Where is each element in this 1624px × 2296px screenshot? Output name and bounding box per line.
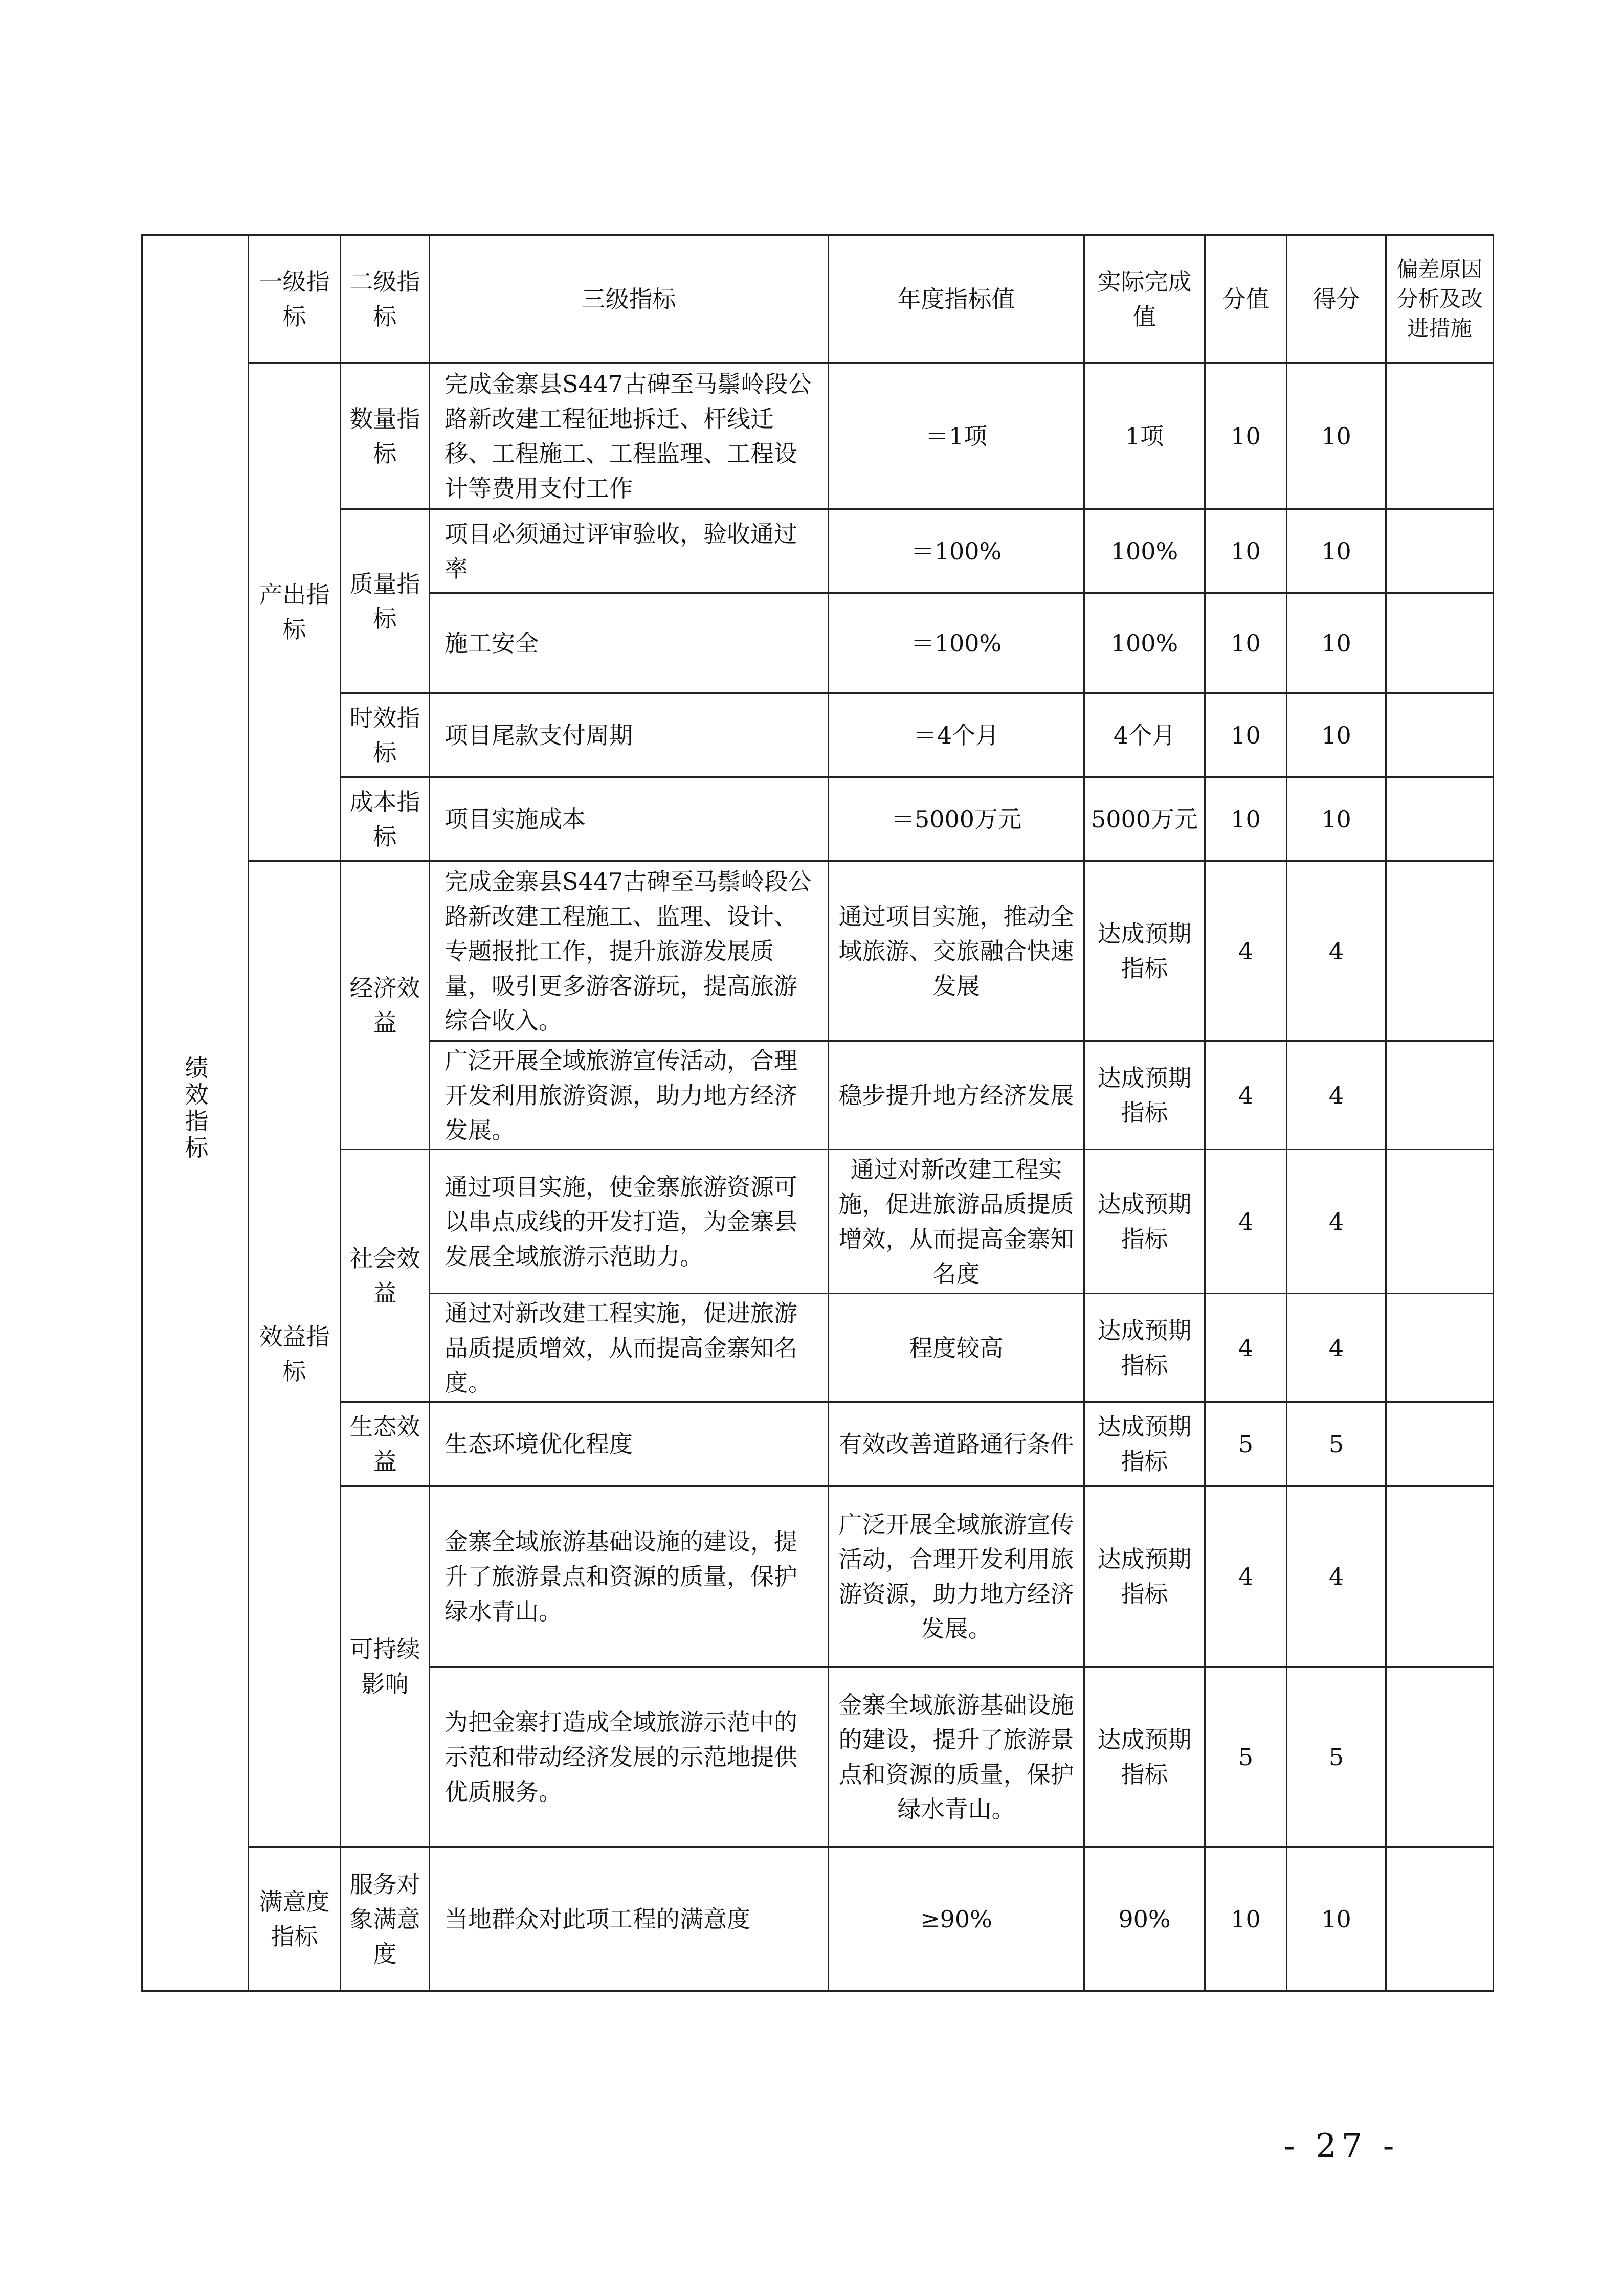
group-output: 产出指标: [249, 363, 341, 861]
weight-cell: 10: [1205, 777, 1287, 861]
table-row: [142, 861, 1494, 1041]
table-header-row: [142, 235, 1494, 363]
header-target: 年度指标值: [829, 235, 1084, 363]
performance-indicator-table: [141, 234, 1494, 1992]
deviation-cell: [1386, 1294, 1494, 1402]
indicator-cell: 完成金寨县S447古碑至马鬃岭段公路新改建工程施工、监理、设计、专题报批工作，提升旅游发展质量，吸引更多游客游玩，提高旅游综合收入。: [430, 861, 829, 1041]
actual-cell: 4个月: [1084, 693, 1205, 777]
score-cell: 5: [1287, 1402, 1386, 1486]
deviation-cell: [1386, 1150, 1494, 1294]
subgroup-ecological: 生态效益: [341, 1402, 430, 1486]
table-row: [142, 1847, 1494, 1991]
deviation-cell: [1386, 777, 1494, 861]
target-cell: ≥90%: [829, 1847, 1084, 1991]
weight-cell: 10: [1205, 1847, 1287, 1991]
actual-cell: 5000万元: [1084, 777, 1205, 861]
weight-cell: 10: [1205, 363, 1287, 509]
header-level1: 一级指标: [249, 235, 341, 363]
indicator-cell: 项目尾款支付周期: [430, 693, 829, 777]
header-score: 得分: [1287, 235, 1386, 363]
header-actual: 实际完成值: [1084, 235, 1205, 363]
target-cell: 通过项目实施，推动全域旅游、交旅融合快速发展: [829, 861, 1084, 1041]
indicator-cell: 为把金寨打造成全域旅游示范中的示范和带动经济发展的示范地提供优质服务。: [430, 1667, 829, 1847]
header-level2: 二级指标: [341, 235, 430, 363]
deviation-cell: [1386, 363, 1494, 509]
deviation-cell: [1386, 1667, 1494, 1847]
actual-cell: 达成预期指标: [1084, 1294, 1205, 1402]
score-cell: 10: [1287, 509, 1386, 593]
actual-cell: 1项: [1084, 363, 1205, 509]
indicator-cell: 项目实施成本: [430, 777, 829, 861]
target-cell: ＝4个月: [829, 693, 1084, 777]
actual-cell: 100%: [1084, 593, 1205, 693]
header-weight: 分值: [1205, 235, 1287, 363]
indicator-cell: 生态环境优化程度: [430, 1402, 829, 1486]
weight-cell: 4: [1205, 1294, 1287, 1402]
weight-cell: 5: [1205, 1402, 1287, 1486]
score-cell: 4: [1287, 1486, 1386, 1667]
deviation-cell: [1386, 693, 1494, 777]
table-row: [142, 509, 1494, 593]
header-deviation: 偏差原因分析及改进措施: [1386, 235, 1494, 363]
weight-cell: 4: [1205, 1486, 1287, 1667]
group-satisfaction: 满意度指标: [249, 1847, 341, 1991]
indicator-cell: 施工安全: [430, 593, 829, 693]
deviation-cell: [1386, 1041, 1494, 1150]
subgroup-service: 服务对象满意度: [341, 1847, 430, 1991]
deviation-cell: [1386, 593, 1494, 693]
weight-cell: 10: [1205, 693, 1287, 777]
subgroup-quality: 质量指标: [341, 509, 430, 693]
indicator-cell: 当地群众对此项工程的满意度: [430, 1847, 829, 1991]
indicator-cell: 项目必须通过评审验收，验收通过率: [430, 509, 829, 593]
deviation-cell: [1386, 1402, 1494, 1486]
score-cell: 4: [1287, 1294, 1386, 1402]
weight-cell: 10: [1205, 593, 1287, 693]
table-row: [142, 1150, 1494, 1294]
deviation-cell: [1386, 1486, 1494, 1667]
actual-cell: 达成预期指标: [1084, 861, 1205, 1041]
actual-cell: 达成预期指标: [1084, 1150, 1205, 1294]
score-cell: 10: [1287, 363, 1386, 509]
score-cell: 10: [1287, 593, 1386, 693]
actual-cell: 90%: [1084, 1847, 1205, 1991]
table-row: [142, 1402, 1494, 1486]
header-level3: 三级指标: [430, 235, 829, 363]
indicator-cell: 通过对新改建工程实施，促进旅游品质提质增效，从而提高金寨知名度。: [430, 1294, 829, 1402]
subgroup-sustainable: 可持续影响: [341, 1486, 430, 1847]
subgroup-quantity: 数量指标: [341, 363, 430, 509]
group-benefit: 效益指标: [249, 861, 341, 1847]
target-cell: 通过对新改建工程实施，促进旅游品质提质增效，从而提高金寨知名度: [829, 1150, 1084, 1294]
actual-cell: 100%: [1084, 509, 1205, 593]
indicator-cell: 金寨全域旅游基础设施的建设，提升了旅游景点和资源的质量，保护绿水青山。: [430, 1486, 829, 1667]
subgroup-social: 社会效益: [341, 1150, 430, 1402]
indicator-cell: 广泛开展全域旅游宣传活动，合理开发利用旅游资源，助力地方经济发展。: [430, 1041, 829, 1150]
table-row: [142, 363, 1494, 509]
table-row: [142, 693, 1494, 777]
subgroup-economic: 经济效益: [341, 861, 430, 1150]
score-cell: 4: [1287, 1041, 1386, 1150]
score-cell: 4: [1287, 1150, 1386, 1294]
subgroup-timeliness: 时效指标: [341, 693, 430, 777]
weight-cell: 10: [1205, 509, 1287, 593]
outer-label-cell: [142, 235, 249, 1991]
outer-label: 绩效指标: [181, 1055, 209, 1162]
subgroup-cost: 成本指标: [341, 777, 430, 861]
weight-cell: 5: [1205, 1667, 1287, 1847]
score-cell: 10: [1287, 777, 1386, 861]
target-cell: 程度较高: [829, 1294, 1084, 1402]
target-cell: ＝100%: [829, 593, 1084, 693]
page-number: - 27 -: [1284, 2127, 1399, 2165]
actual-cell: 达成预期指标: [1084, 1667, 1205, 1847]
score-cell: 10: [1287, 693, 1386, 777]
target-cell: 金寨全域旅游基础设施的建设，提升了旅游景点和资源的质量，保护绿水青山。: [829, 1667, 1084, 1847]
deviation-cell: [1386, 1847, 1494, 1991]
deviation-cell: [1386, 861, 1494, 1041]
target-cell: 有效改善道路通行条件: [829, 1402, 1084, 1486]
weight-cell: 4: [1205, 1041, 1287, 1150]
actual-cell: 达成预期指标: [1084, 1041, 1205, 1150]
target-cell: ＝5000万元: [829, 777, 1084, 861]
indicator-cell: 通过项目实施，使金寨旅游资源可以串点成线的开发打造，为金寨县发展全域旅游示范助力。: [430, 1150, 829, 1294]
actual-cell: 达成预期指标: [1084, 1486, 1205, 1667]
target-cell: 广泛开展全域旅游宣传活动，合理开发利用旅游资源，助力地方经济发展。: [829, 1486, 1084, 1667]
target-cell: 稳步提升地方经济发展: [829, 1041, 1084, 1150]
deviation-cell: [1386, 509, 1494, 593]
score-cell: 5: [1287, 1667, 1386, 1847]
target-cell: ＝100%: [829, 509, 1084, 593]
actual-cell: 达成预期指标: [1084, 1402, 1205, 1486]
score-cell: 10: [1287, 1847, 1386, 1991]
table-row: [142, 777, 1494, 861]
indicator-cell: 完成金寨县S447古碑至马鬃岭段公路新改建工程征地拆迁、杆线迁移、工程施工、工程监理、工程设计等费用支付工作: [430, 363, 829, 509]
table-row: [142, 1486, 1494, 1667]
weight-cell: 4: [1205, 861, 1287, 1041]
weight-cell: 4: [1205, 1150, 1287, 1294]
score-cell: 4: [1287, 861, 1386, 1041]
target-cell: ＝1项: [829, 363, 1084, 509]
